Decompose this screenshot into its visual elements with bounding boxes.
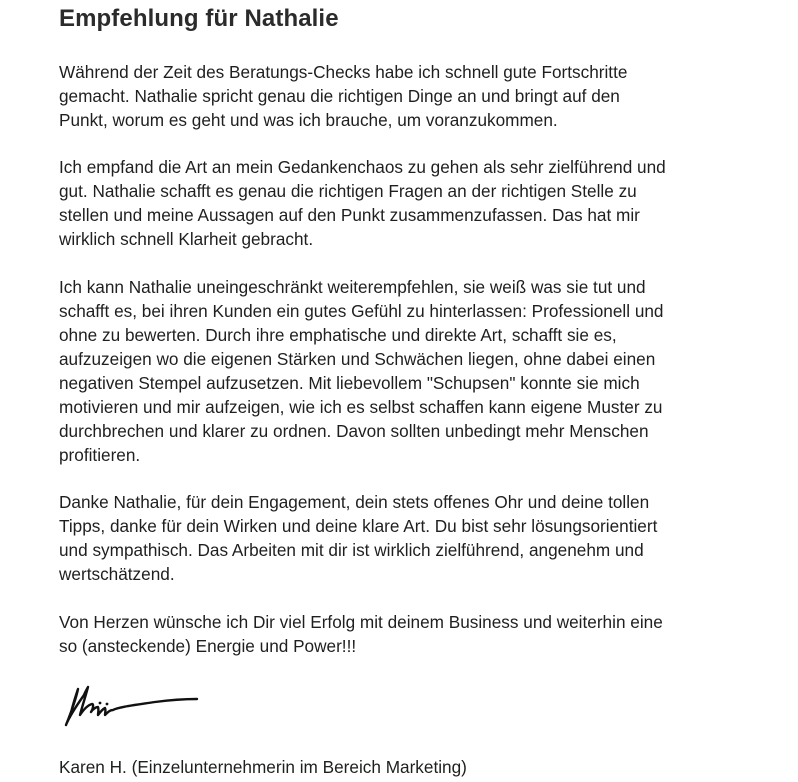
paragraph-line: so (ansteckende) Energie und Power!!! <box>59 636 357 656</box>
signer-name: Karen H. (Einzelunternehmerin im Bereich Marketing) <box>59 757 467 777</box>
paragraph-wishes <box>59 610 749 658</box>
paragraph-line: Von Herzen wünsche ich Dir viel Erfolg mit deinem Business und weiterhin eine <box>59 612 663 632</box>
paragraph-recommendation <box>59 275 749 467</box>
paragraph-line: Danke Nathalie, für dein Engagement, dein stets offenes Ohr und deine tollen <box>59 492 650 512</box>
signature-icon <box>60 683 205 729</box>
paragraph-line: Ich kann Nathalie uneingeschränkt weiterempfehlen, sie weiß was sie tut und <box>59 277 646 297</box>
paragraph-line: schafft es, bei ihren Kunden ein gutes Gefühl zu hinterlassen: Professionell und <box>59 301 664 321</box>
paragraph-line: gemacht. Nathalie spricht genau die richtigen Dinge an und bringt auf den <box>59 86 620 106</box>
paragraph-line: Während der Zeit des Beratungs-Checks habe ich schnell gute Fortschritte <box>59 62 628 82</box>
paragraph-line: aufzuzeigen wo die eigenen Stärken und Schwächen liegen, ohne dabei einen <box>59 349 656 369</box>
page-title: Empfehlung für Nathalie <box>59 5 339 32</box>
paragraph-line: wertschätzend. <box>59 564 175 584</box>
paragraph-approach <box>59 155 749 251</box>
paragraph-line: stellen und meine Aussagen auf den Punkt zusammenzufassen. Das hat mir <box>59 205 640 225</box>
paragraph-line: negativen Stempel aufzusetzen. Mit liebevollem "Schupsen" konnte sie mich <box>59 373 640 393</box>
paragraph-line: Punkt, worum es geht und was ich brauche, um voranzukommen. <box>59 110 558 130</box>
paragraph-progress <box>59 60 749 132</box>
paragraph-line: ohne zu bewerten. Durch ihre emphatische und direkte Art, schafft sie es, <box>59 325 617 345</box>
paragraph-line: durchbrechen und klarer zu ordnen. Davon sollten unbedingt mehr Menschen <box>59 421 649 441</box>
paragraph-line: wirklich schnell Klarheit gebracht. <box>59 229 314 249</box>
paragraph-line: profitieren. <box>59 445 141 465</box>
paragraph-thanks <box>59 490 749 586</box>
paragraph-line: Tipps, danke für dein Wirken und deine klare Art. Du bist sehr lösungsorientiert <box>59 516 658 536</box>
paragraph-line: und sympathisch. Das Arbeiten mit dir ist wirklich zielführend, angenehm und <box>59 540 644 560</box>
paragraph-line: motivieren und mir aufzeigen, wie ich es selbst schaffen kann eigene Muster zu <box>59 397 663 417</box>
paragraph-line: Ich empfand die Art an mein Gedankenchaos zu gehen als sehr zielführend und <box>59 157 666 177</box>
paragraph-line: gut. Nathalie schafft es genau die richtigen Fragen an der richtigen Stelle zu <box>59 181 637 201</box>
